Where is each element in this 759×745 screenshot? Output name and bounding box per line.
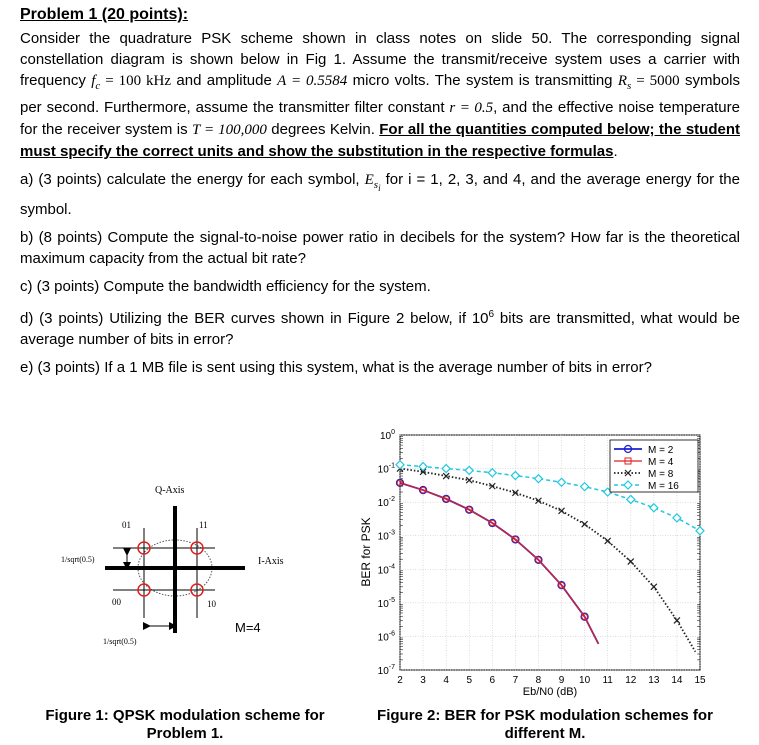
qpsk-constellation-figure <box>55 478 315 668</box>
x-axis-label: Eb/N0 (dB) <box>522 686 578 698</box>
legend-label: M = 8 <box>648 469 674 480</box>
x-tick-label: 6 <box>489 675 496 686</box>
y-tick-label: $10^{-3}$ <box>377 529 395 543</box>
left-amplitude-label: 1/sqrt(0.5) <box>61 555 95 564</box>
x-tick-label: 15 <box>694 675 706 686</box>
bottom-amplitude-label: 1/sqrt(0.5) <box>103 637 137 646</box>
y-tick-label: $10^{-1}$ <box>377 462 395 476</box>
question-e: e) (3 points) If a 1 MB file is sent using this system, what is the average number of bits in error? <box>20 359 652 377</box>
symbol-11-label: 11 <box>199 520 208 530</box>
question-d: d) (3 points) Utilizing the BER curves shown in Figure 2 below, if $10^6$ bits are transmitted, what would be average number of bits in error? <box>20 309 740 349</box>
y-tick-label: $10^{-2}$ <box>377 496 395 510</box>
problem-intro: Consider the quadrature PSK scheme shown in class notes on slide 50. The corresponding signal constellation diagram is shown below in Fig 1. Assume the transmit/receive system uses a carrier with frequency $f_c = 100$ kHz and amplitude A = 0.5584 micro volts. The system is transmitting $R_s = 5000$ symbols per second. Furthermore, assume the transmitter filter constant r = 0.5, and the effective noise temperature for the receiver system is T = 100,000 degrees Kelvin. For all the quantities computed below; the student must specify the correct units and show the substitution in the respective formulas. <box>20 30 741 160</box>
y-axis-label: BER for PSK <box>359 517 373 587</box>
x-tick-label: 12 <box>625 675 637 686</box>
y-tick-label: $10^{-5}$ <box>377 596 395 610</box>
figure-1-caption: Figure 1: QPSK modulation scheme for Problem 1. <box>45 707 325 742</box>
x-tick-label: 11 <box>602 675 613 686</box>
units-note: For all the quantities computed below; the student must specify the correct units and show the substitution in the respective formulas <box>20 121 740 160</box>
x-tick-label: 9 <box>558 675 565 686</box>
problem-title: Problem 1 (20 points): <box>20 6 189 23</box>
y-tick-label: $10^0$ <box>379 429 395 442</box>
i-axis-label: I-Axis <box>258 556 284 567</box>
x-tick-label: 4 <box>443 675 449 686</box>
x-tick-label: 5 <box>466 675 473 686</box>
y-tick-label: $10^{-4}$ <box>377 563 395 577</box>
question-a: a) (3 points) calculate the energy for each symbol, $E_{s_i}$ for i = 1, 2, 3, and 4, and the average energy for the symbol. <box>20 171 740 219</box>
x-tick-label: 2 <box>397 675 403 686</box>
question-c: c) (3 points) Compute the bandwidth efficiency for the system. <box>20 278 431 296</box>
y-tick-label: $10^{-6}$ <box>377 630 395 644</box>
q-axis-label: Q-Axis <box>155 485 185 496</box>
legend-label: M = 16 <box>648 481 679 492</box>
x-tick-label: 3 <box>420 675 426 686</box>
x-tick-label: 10 <box>579 675 591 686</box>
symbol-00-label: 00 <box>112 597 121 607</box>
y-tick-label: $10^{-7}$ <box>377 664 395 677</box>
symbol-10-label: 10 <box>207 599 216 609</box>
question-b: b) (8 points) Compute the signal-to-noise power ratio in decibels for the system? How far is the theoretical maximum capacity from the actual bit rate? <box>20 229 740 268</box>
legend <box>610 440 698 492</box>
legend-label: M = 4 <box>648 457 674 468</box>
x-tick-label: 7 <box>512 675 519 686</box>
x-tick-label: 14 <box>671 675 683 686</box>
legend-label: M = 2 <box>648 445 674 456</box>
figure-2-caption: Figure 2: BER for PSK modulation schemes for different M. <box>377 707 713 742</box>
ber-chart <box>340 420 720 705</box>
x-tick-label: 13 <box>648 675 660 686</box>
problem-document <box>20 4 740 378</box>
symbol-01-label: 01 <box>122 520 131 530</box>
m-label: M=4 <box>235 620 261 635</box>
x-tick-label: 8 <box>535 675 542 686</box>
